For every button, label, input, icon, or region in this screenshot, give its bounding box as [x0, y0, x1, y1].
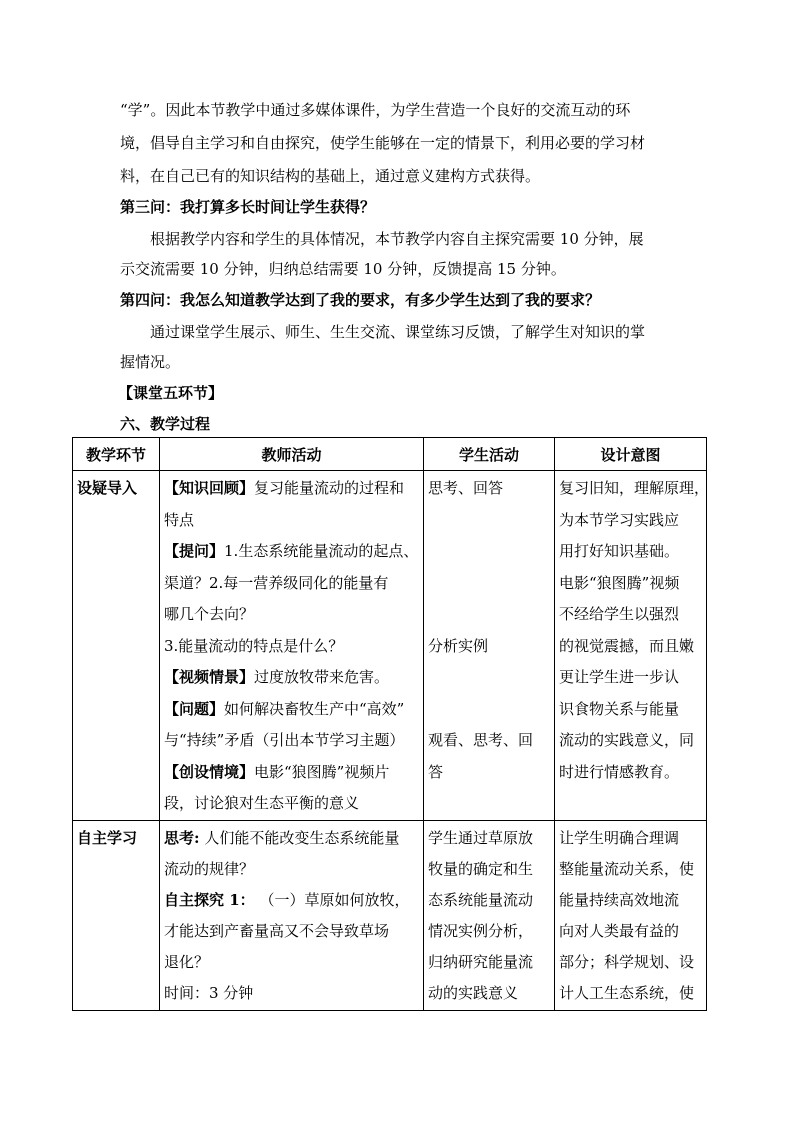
teacher-text: 如何解决畜牧生产中“高效”: [224, 699, 405, 718]
table-row: [73, 471, 707, 821]
student-line: [428, 662, 550, 694]
intent-line: [559, 788, 702, 820]
teacher-text: 时间：3 分钟: [164, 984, 254, 1003]
header-intent: 设计意图: [555, 438, 707, 471]
intent-line: 流动的实践意义，同: [559, 731, 695, 749]
q3-paragraph-line: 根据教学内容和学生的具体情况，本节教学内容自主探究需要 10 分钟，展: [150, 230, 644, 248]
teacher-activity-cell: [160, 471, 424, 821]
student-activity-cell: [424, 471, 555, 821]
teacher-line: [164, 978, 419, 1009]
student-line: 情况实例分析，: [428, 922, 534, 941]
student-line: 态系统能量流动: [428, 890, 534, 909]
teacher-line: [164, 505, 419, 537]
student-line: 观看、思考、回: [428, 731, 534, 749]
intent-line: 向对人类最有益的: [559, 922, 680, 941]
student-line: 答: [428, 762, 444, 781]
section-five-heading: 【课堂五环节】: [118, 384, 224, 402]
teacher-tag: 思考:: [164, 828, 200, 847]
student-line: 思考、回答: [428, 479, 504, 497]
teacher-text: 3.能量流动的特点是什么？: [164, 636, 344, 655]
teacher-line: [164, 757, 419, 789]
teacher-line: [164, 631, 419, 663]
teacher-line: [164, 473, 419, 505]
table-header-row: [73, 438, 707, 471]
teacher-tag: 【提问】: [164, 542, 225, 560]
stage-label: 设疑导入: [77, 479, 138, 497]
teacher-line: [164, 947, 419, 978]
teacher-line: [164, 788, 419, 820]
header-teacher: 教师活动: [160, 438, 424, 471]
stage-cell: [73, 820, 160, 1010]
student-line: [428, 788, 550, 820]
teacher-text: （一）草原如何放牧，: [254, 890, 410, 909]
design-intent-cell: [555, 820, 707, 1010]
intent-line: 时进行情感教育。: [559, 762, 680, 781]
q4-paragraph-line: 通过课堂学生展示、师生、生生交流、课堂练习反馈，了解学生对知识的掌: [150, 323, 646, 341]
student-line: 牧量的确定和生: [428, 859, 534, 878]
teacher-line: [164, 662, 419, 694]
teacher-line: [164, 854, 419, 885]
intro-line: 料，在自己已有的知识结构的基础上，通过意义建构方式获得。: [120, 167, 541, 185]
intent-line: 识食物关系与能量: [559, 699, 680, 718]
teacher-text: 段，讨论狼对生态平衡的意义: [164, 794, 360, 812]
teacher-line: [164, 823, 419, 854]
teacher-text: 流动的规律？: [164, 859, 255, 878]
intent-line: 复习旧知，理解原理，: [559, 479, 710, 497]
teacher-text: 退化？: [164, 953, 210, 972]
q4-heading: 第四问：我怎么知道教学达到了我的要求，有多少学生达到了我的要求？: [120, 291, 601, 309]
teacher-text: 与“持续”矛盾（引出本节学习主题）: [164, 731, 405, 749]
student-activity-cell: [424, 820, 555, 1010]
student-line: 学生通过草原放: [428, 828, 534, 847]
teacher-text: 才能达到产畜量高又不会导致草场: [164, 922, 390, 941]
teacher-line: [164, 599, 419, 631]
student-line: 归纳研究能量流: [428, 953, 534, 972]
student-line: [428, 599, 550, 631]
teacher-line: [164, 694, 419, 726]
q3-paragraph-line: 示交流需要 10 分钟，归纳总结需要 10 分钟，反馈提高 15 分钟。: [120, 260, 566, 278]
teacher-line: [164, 885, 419, 916]
teacher-text: 1.生态系统能量流动的起点、: [224, 542, 419, 560]
student-line: [428, 536, 550, 568]
intent-line: 的视觉震撼，而且嫩: [559, 636, 695, 655]
teacher-tag: 【知识回顾】: [164, 479, 255, 497]
intro-line: “学”。因此本节教学中通过多媒体课件，为学生营造一个良好的交流互动的环: [120, 101, 631, 119]
stage-label: 自主学习: [77, 828, 138, 847]
design-intent-cell: [555, 471, 710, 821]
intent-line: 整能量流动关系，使: [559, 859, 695, 878]
teacher-tag: 【创设情境】: [164, 762, 255, 781]
q3-heading: 第三问：我打算多长时间让学生获得？: [120, 198, 376, 216]
teacher-tag: 自主探究 1：: [164, 890, 255, 909]
intent-line: 用打好知识基础。: [559, 542, 680, 560]
student-line: [428, 568, 550, 600]
intent-line: 能量持续高效地流: [559, 890, 680, 909]
table-row: [73, 820, 707, 1010]
teacher-line: [164, 536, 419, 568]
intro-line: 境，倡导自主学习和自由探究，使学生能够在一定的情景下，利用必要的学习材: [120, 134, 646, 152]
teacher-line: [164, 725, 419, 757]
header-student: 学生活动: [424, 438, 555, 471]
teacher-text: 特点: [164, 510, 195, 529]
intent-line: 部分；科学规划、设: [559, 953, 695, 972]
teacher-text: 电影“狼图腾”视频片: [254, 762, 390, 781]
intent-line: 更让学生进一步认: [559, 668, 680, 686]
student-line: 动的实践意义: [428, 984, 519, 1003]
teacher-text: 人们能不能改变生态系统能量: [199, 828, 400, 847]
teacher-line: [164, 916, 419, 947]
teacher-tag: 【视频情景】: [164, 668, 255, 686]
teacher-text: 哪几个去向？: [164, 605, 255, 623]
q4-paragraph-line: 握情况。: [120, 353, 181, 371]
header-stage: 教学环节: [73, 438, 160, 471]
student-line: [428, 505, 550, 537]
intent-line: 让学生明确合理调: [559, 828, 680, 847]
teacher-activity-cell: [160, 820, 424, 1010]
intent-line: 不经给学生以强烈: [559, 605, 680, 623]
stage-cell: [73, 471, 160, 821]
teacher-tag: 【问题】: [164, 699, 225, 718]
intent-line: 电影“狼图腾”视频: [559, 573, 680, 592]
teacher-text: 复习能量流动的过程和: [254, 479, 405, 497]
teacher-text: 过度放牧带来危害。: [254, 668, 390, 686]
lesson-process-table: [72, 437, 710, 1011]
intent-line: 计人工生态系统，使: [559, 984, 695, 1003]
teacher-line: [164, 568, 419, 600]
student-line: [428, 694, 550, 726]
section-six-heading: 六、教学过程: [120, 415, 211, 433]
student-line: 分析实例: [428, 636, 489, 655]
intent-line: 为本节学习实践应: [559, 510, 680, 529]
teacher-text: 渠道？2.每一营养级同化的能量有: [164, 573, 389, 592]
